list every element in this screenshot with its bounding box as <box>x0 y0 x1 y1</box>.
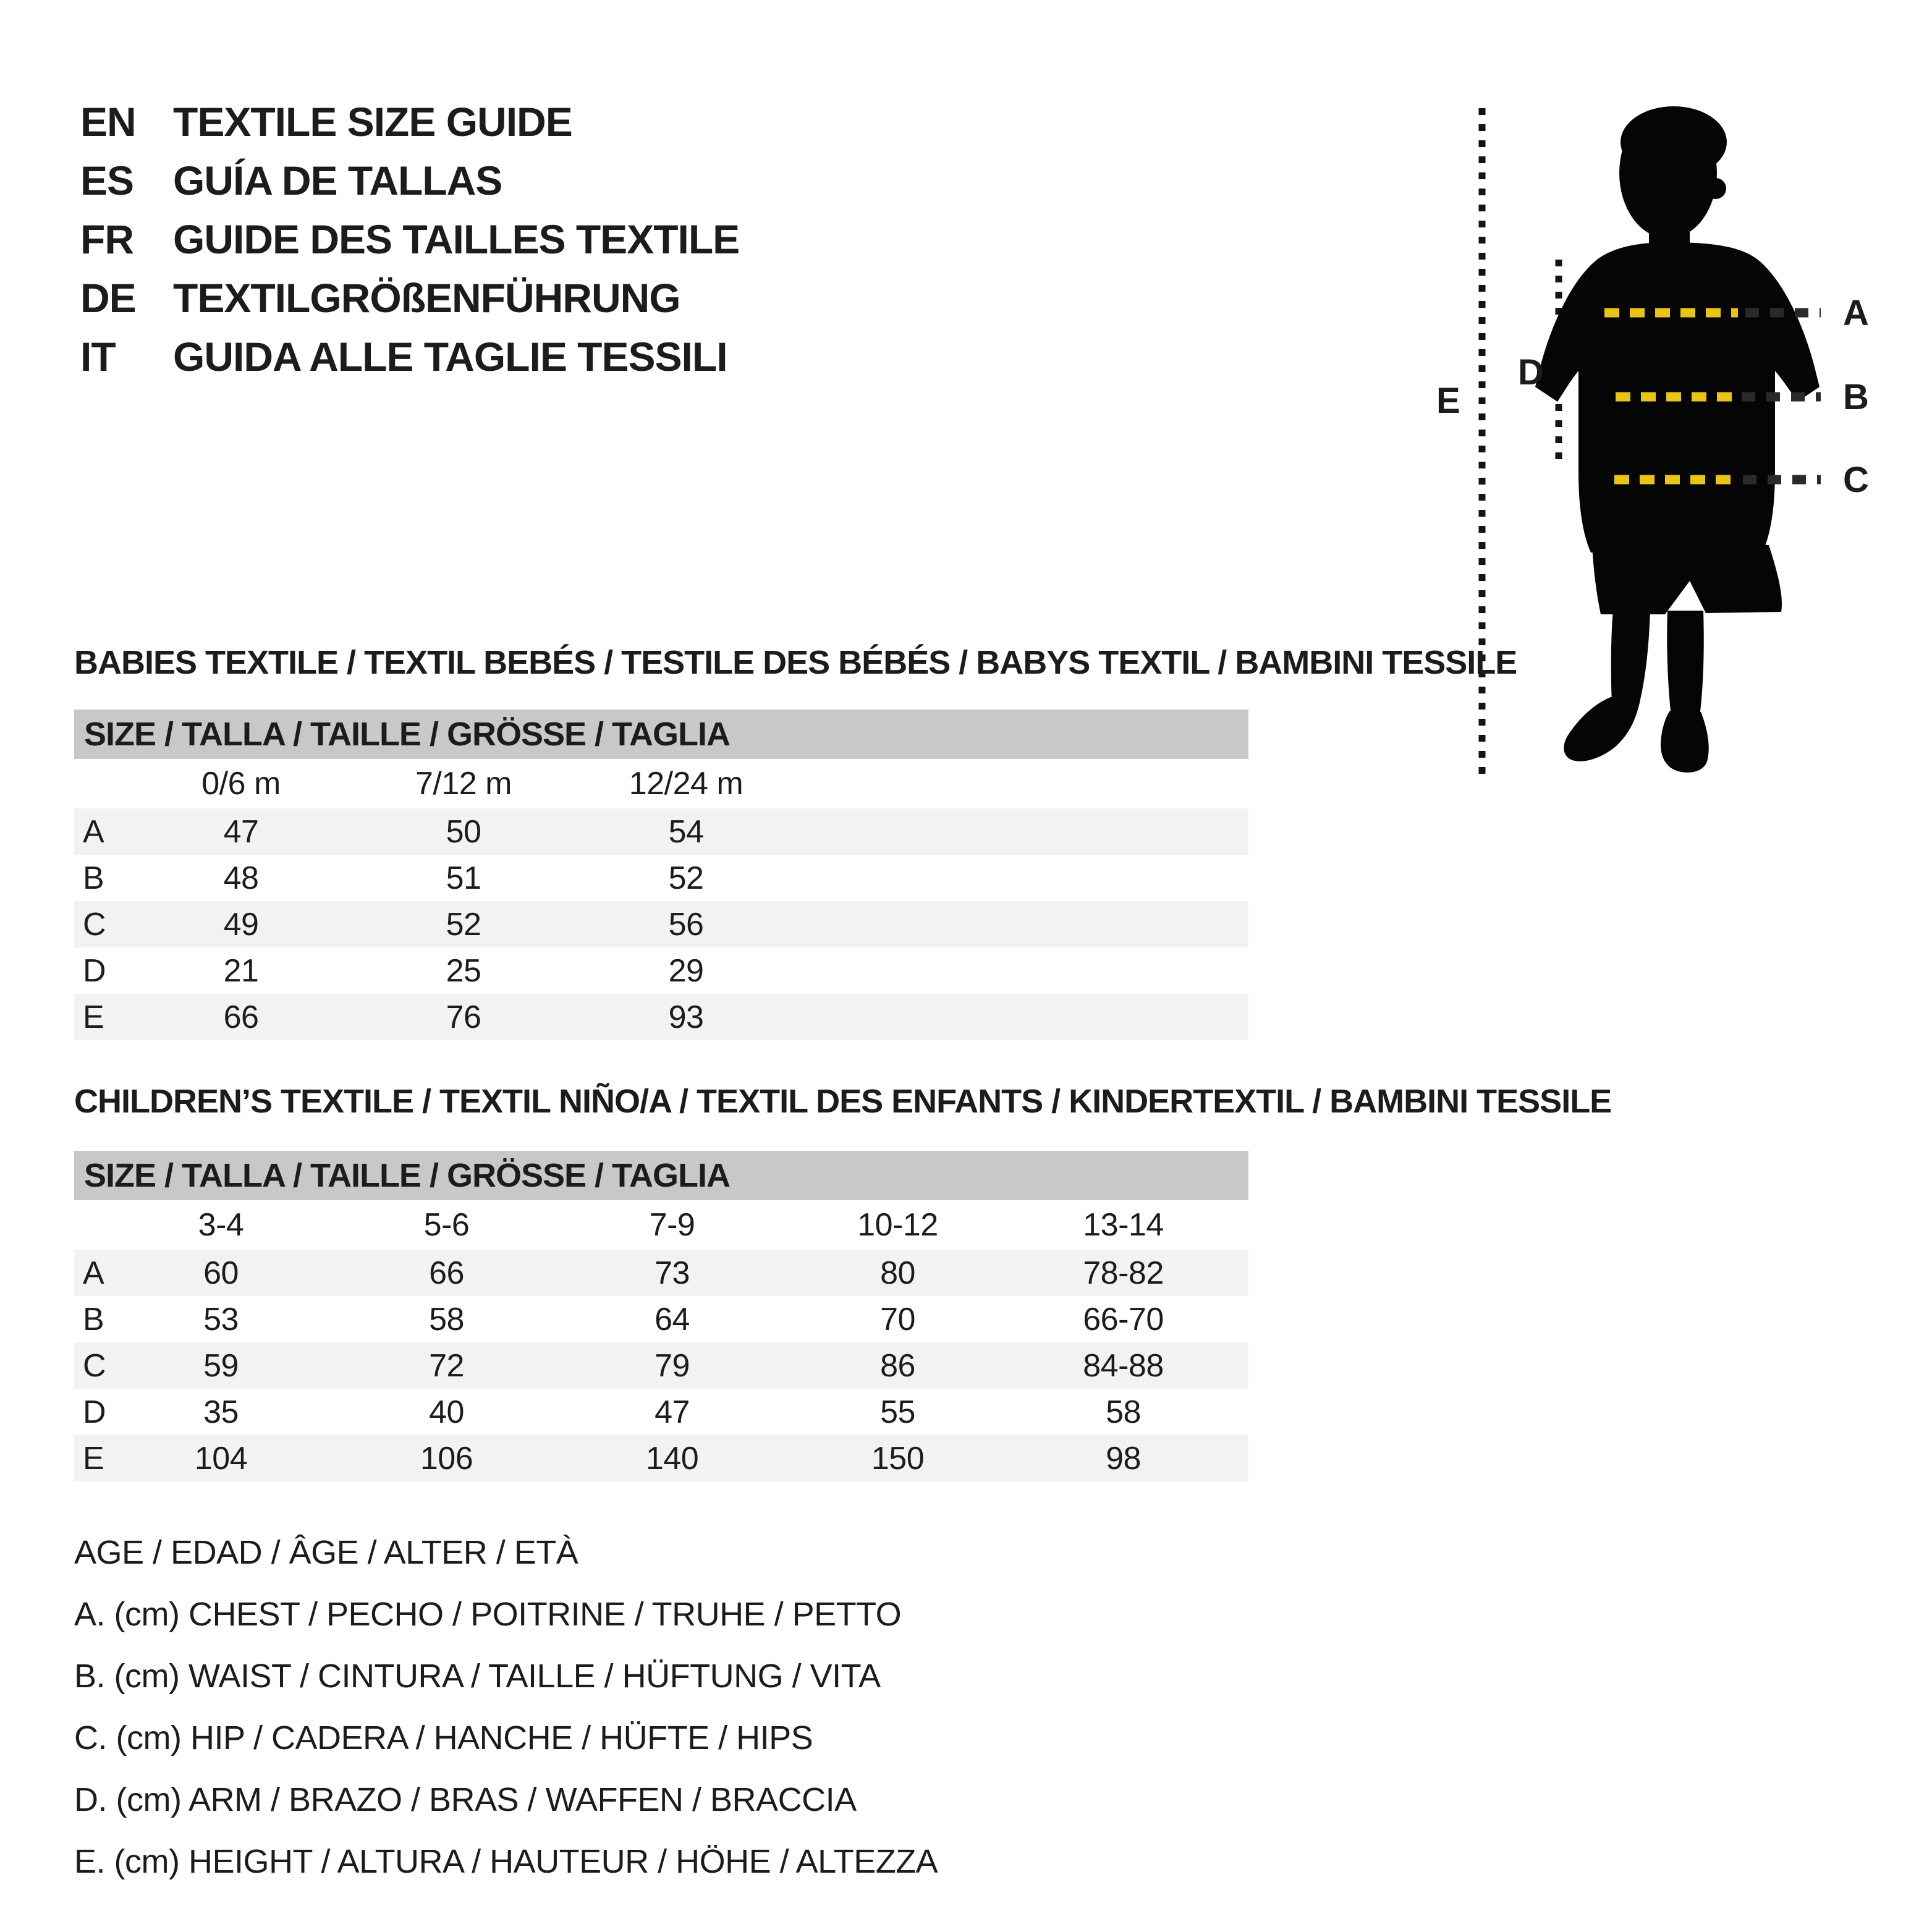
size-value-cell: 29 <box>668 952 704 989</box>
size-value-cell: 86 <box>880 1347 915 1384</box>
legend-waist: B. (cm) WAIST / CINTURA / TAILLE / HÜFTUNG / VITA <box>74 1658 881 1695</box>
row-label: D <box>83 952 106 989</box>
column-header-row <box>74 1200 1248 1250</box>
table-row <box>74 1296 1248 1342</box>
ear-shape <box>1705 178 1726 199</box>
right-shoe-shape <box>1661 711 1709 773</box>
row-label: D <box>83 1394 106 1430</box>
row-label: E <box>83 999 104 1035</box>
legend-arm: D. (cm) ARM / BRAZO / BRAS / WAFFEN / BRACCIA <box>74 1781 857 1818</box>
lang-code-it: IT <box>80 334 116 379</box>
children-table-header-bar: SIZE / TALLA / TAILLE / GRÖSSE / TAGLIA <box>74 1151 1248 1200</box>
title-row-de <box>80 269 739 328</box>
size-value-cell: 60 <box>203 1255 239 1291</box>
row-label: B <box>83 860 104 896</box>
size-value-cell: 35 <box>203 1394 239 1430</box>
row-label: C <box>83 906 106 943</box>
left-leg-shape <box>1611 609 1650 705</box>
row-label: E <box>83 1440 104 1477</box>
legend-age: AGE / EDAD / ÂGE / ALTER / ETÀ <box>74 1534 578 1571</box>
size-value-cell: 70 <box>880 1301 915 1337</box>
table-row <box>74 1435 1248 1481</box>
size-value-cell: 84-88 <box>1083 1347 1164 1384</box>
measurement-legend <box>74 1522 938 1892</box>
column-header: 7/12 m <box>415 766 512 802</box>
title-row-fr <box>80 210 739 269</box>
babies-section-title: BABIES TEXTILE / TEXTIL BEBÉS / TESTILE DES BÉBÉS / BABYS TEXTIL / BAMBINI TESSILE <box>74 644 1517 681</box>
size-value-cell: 47 <box>655 1394 690 1430</box>
size-value-cell: 66-70 <box>1083 1301 1164 1337</box>
legend-chest: A. (cm) CHEST / PECHO / POITRINE / TRUHE / PETTO <box>74 1596 902 1633</box>
title-es: GUÍA DE TALLAS <box>173 158 502 203</box>
size-value-cell: 106 <box>420 1440 473 1477</box>
table-row <box>74 808 1248 855</box>
babies-table-header-bar: SIZE / TALLA / TAILLE / GRÖSSE / TAGLIA <box>74 710 1248 759</box>
size-value-cell: 51 <box>446 860 481 896</box>
title-row-it <box>80 328 739 386</box>
size-value-cell: 55 <box>880 1394 915 1430</box>
language-title-block <box>80 93 739 386</box>
size-value-cell: 79 <box>655 1347 690 1384</box>
size-value-cell: 40 <box>429 1394 464 1430</box>
lang-code-de: DE <box>80 275 136 321</box>
table-row <box>74 947 1248 994</box>
label-b: B <box>1843 377 1869 417</box>
label-e: E <box>1436 381 1460 421</box>
title-fr: GUIDE DES TAILLES TEXTILE <box>173 216 740 262</box>
row-label: A <box>83 1255 104 1291</box>
title-it: GUIDA ALLE TAGLIE TESSILI <box>173 334 727 379</box>
children-size-table <box>74 1151 1248 1481</box>
right-leg-shape <box>1667 611 1704 717</box>
table-row <box>74 1389 1248 1435</box>
lang-code-en: EN <box>80 99 136 145</box>
table-row <box>74 901 1248 947</box>
title-row-es <box>80 151 739 210</box>
table-row <box>74 855 1248 901</box>
table-row <box>74 994 1248 1040</box>
table-row <box>74 1250 1248 1296</box>
babies-size-table <box>74 710 1248 1040</box>
size-value-cell: 140 <box>645 1440 699 1477</box>
size-value-cell: 104 <box>194 1440 248 1477</box>
size-value-cell: 56 <box>668 906 704 943</box>
row-label: C <box>83 1347 106 1384</box>
size-value-cell: 21 <box>223 952 259 989</box>
size-value-cell: 52 <box>668 860 704 896</box>
size-value-cell: 50 <box>446 813 481 850</box>
row-label: A <box>83 813 104 850</box>
size-value-cell: 58 <box>429 1301 464 1337</box>
label-c: C <box>1843 460 1869 500</box>
children-section-title: CHILDREN’S TEXTILE / TEXTIL NIÑO/A / TEXTIL DES ENFANTS / KINDERTEXTIL / BAMBINI TESSILE <box>74 1083 1612 1120</box>
column-header: 0/6 m <box>201 766 281 802</box>
column-header: 5-6 <box>423 1207 470 1243</box>
left-shoe-shape <box>1564 697 1640 761</box>
size-value-cell: 59 <box>203 1347 239 1384</box>
shorts-shape <box>1592 545 1782 614</box>
size-value-cell: 53 <box>203 1301 239 1337</box>
size-value-cell: 78-82 <box>1083 1255 1164 1291</box>
legend-hip: C. (cm) HIP / CADERA / HANCHE / HÜFTE / HIPS <box>74 1719 813 1756</box>
size-value-cell: 76 <box>446 999 481 1035</box>
column-header: 7-9 <box>649 1207 695 1243</box>
child-silhouette <box>1535 106 1820 773</box>
lang-code-fr: FR <box>80 216 133 262</box>
hair-shape <box>1621 106 1727 178</box>
size-value-cell: 93 <box>668 999 704 1035</box>
row-label: B <box>83 1301 104 1337</box>
column-header: 13-14 <box>1083 1207 1164 1243</box>
legend-height: E. (cm) HEIGHT / ALTURA / HAUTEUR / HÖHE / ALTEZZA <box>74 1843 938 1880</box>
size-value-cell: 66 <box>223 999 259 1035</box>
title-de: TEXTILGRÖßENFÜHRUNG <box>173 275 680 321</box>
size-value-cell: 52 <box>446 906 481 943</box>
size-value-cell: 48 <box>223 860 259 896</box>
size-value-cell: 64 <box>655 1301 690 1337</box>
size-value-cell: 58 <box>1106 1394 1141 1430</box>
column-header: 12/24 m <box>629 766 744 802</box>
label-d: D <box>1518 352 1544 392</box>
title-en: TEXTILE SIZE GUIDE <box>173 99 572 145</box>
size-value-cell: 72 <box>429 1347 464 1384</box>
column-header: 3-4 <box>198 1207 244 1243</box>
size-value-cell: 80 <box>880 1255 915 1291</box>
table-row <box>74 1342 1248 1389</box>
size-value-cell: 25 <box>446 952 481 989</box>
size-value-cell: 73 <box>655 1255 690 1291</box>
lang-code-es: ES <box>80 158 134 203</box>
size-value-cell: 98 <box>1106 1440 1141 1477</box>
size-value-cell: 150 <box>871 1440 925 1477</box>
size-value-cell: 49 <box>223 906 259 943</box>
column-header-row <box>74 759 1248 808</box>
column-header: 10-12 <box>857 1207 938 1243</box>
label-a: A <box>1843 293 1869 333</box>
size-value-cell: 54 <box>668 813 704 850</box>
size-value-cell: 66 <box>429 1255 464 1291</box>
title-row-en <box>80 93 739 151</box>
size-value-cell: 47 <box>223 813 259 850</box>
